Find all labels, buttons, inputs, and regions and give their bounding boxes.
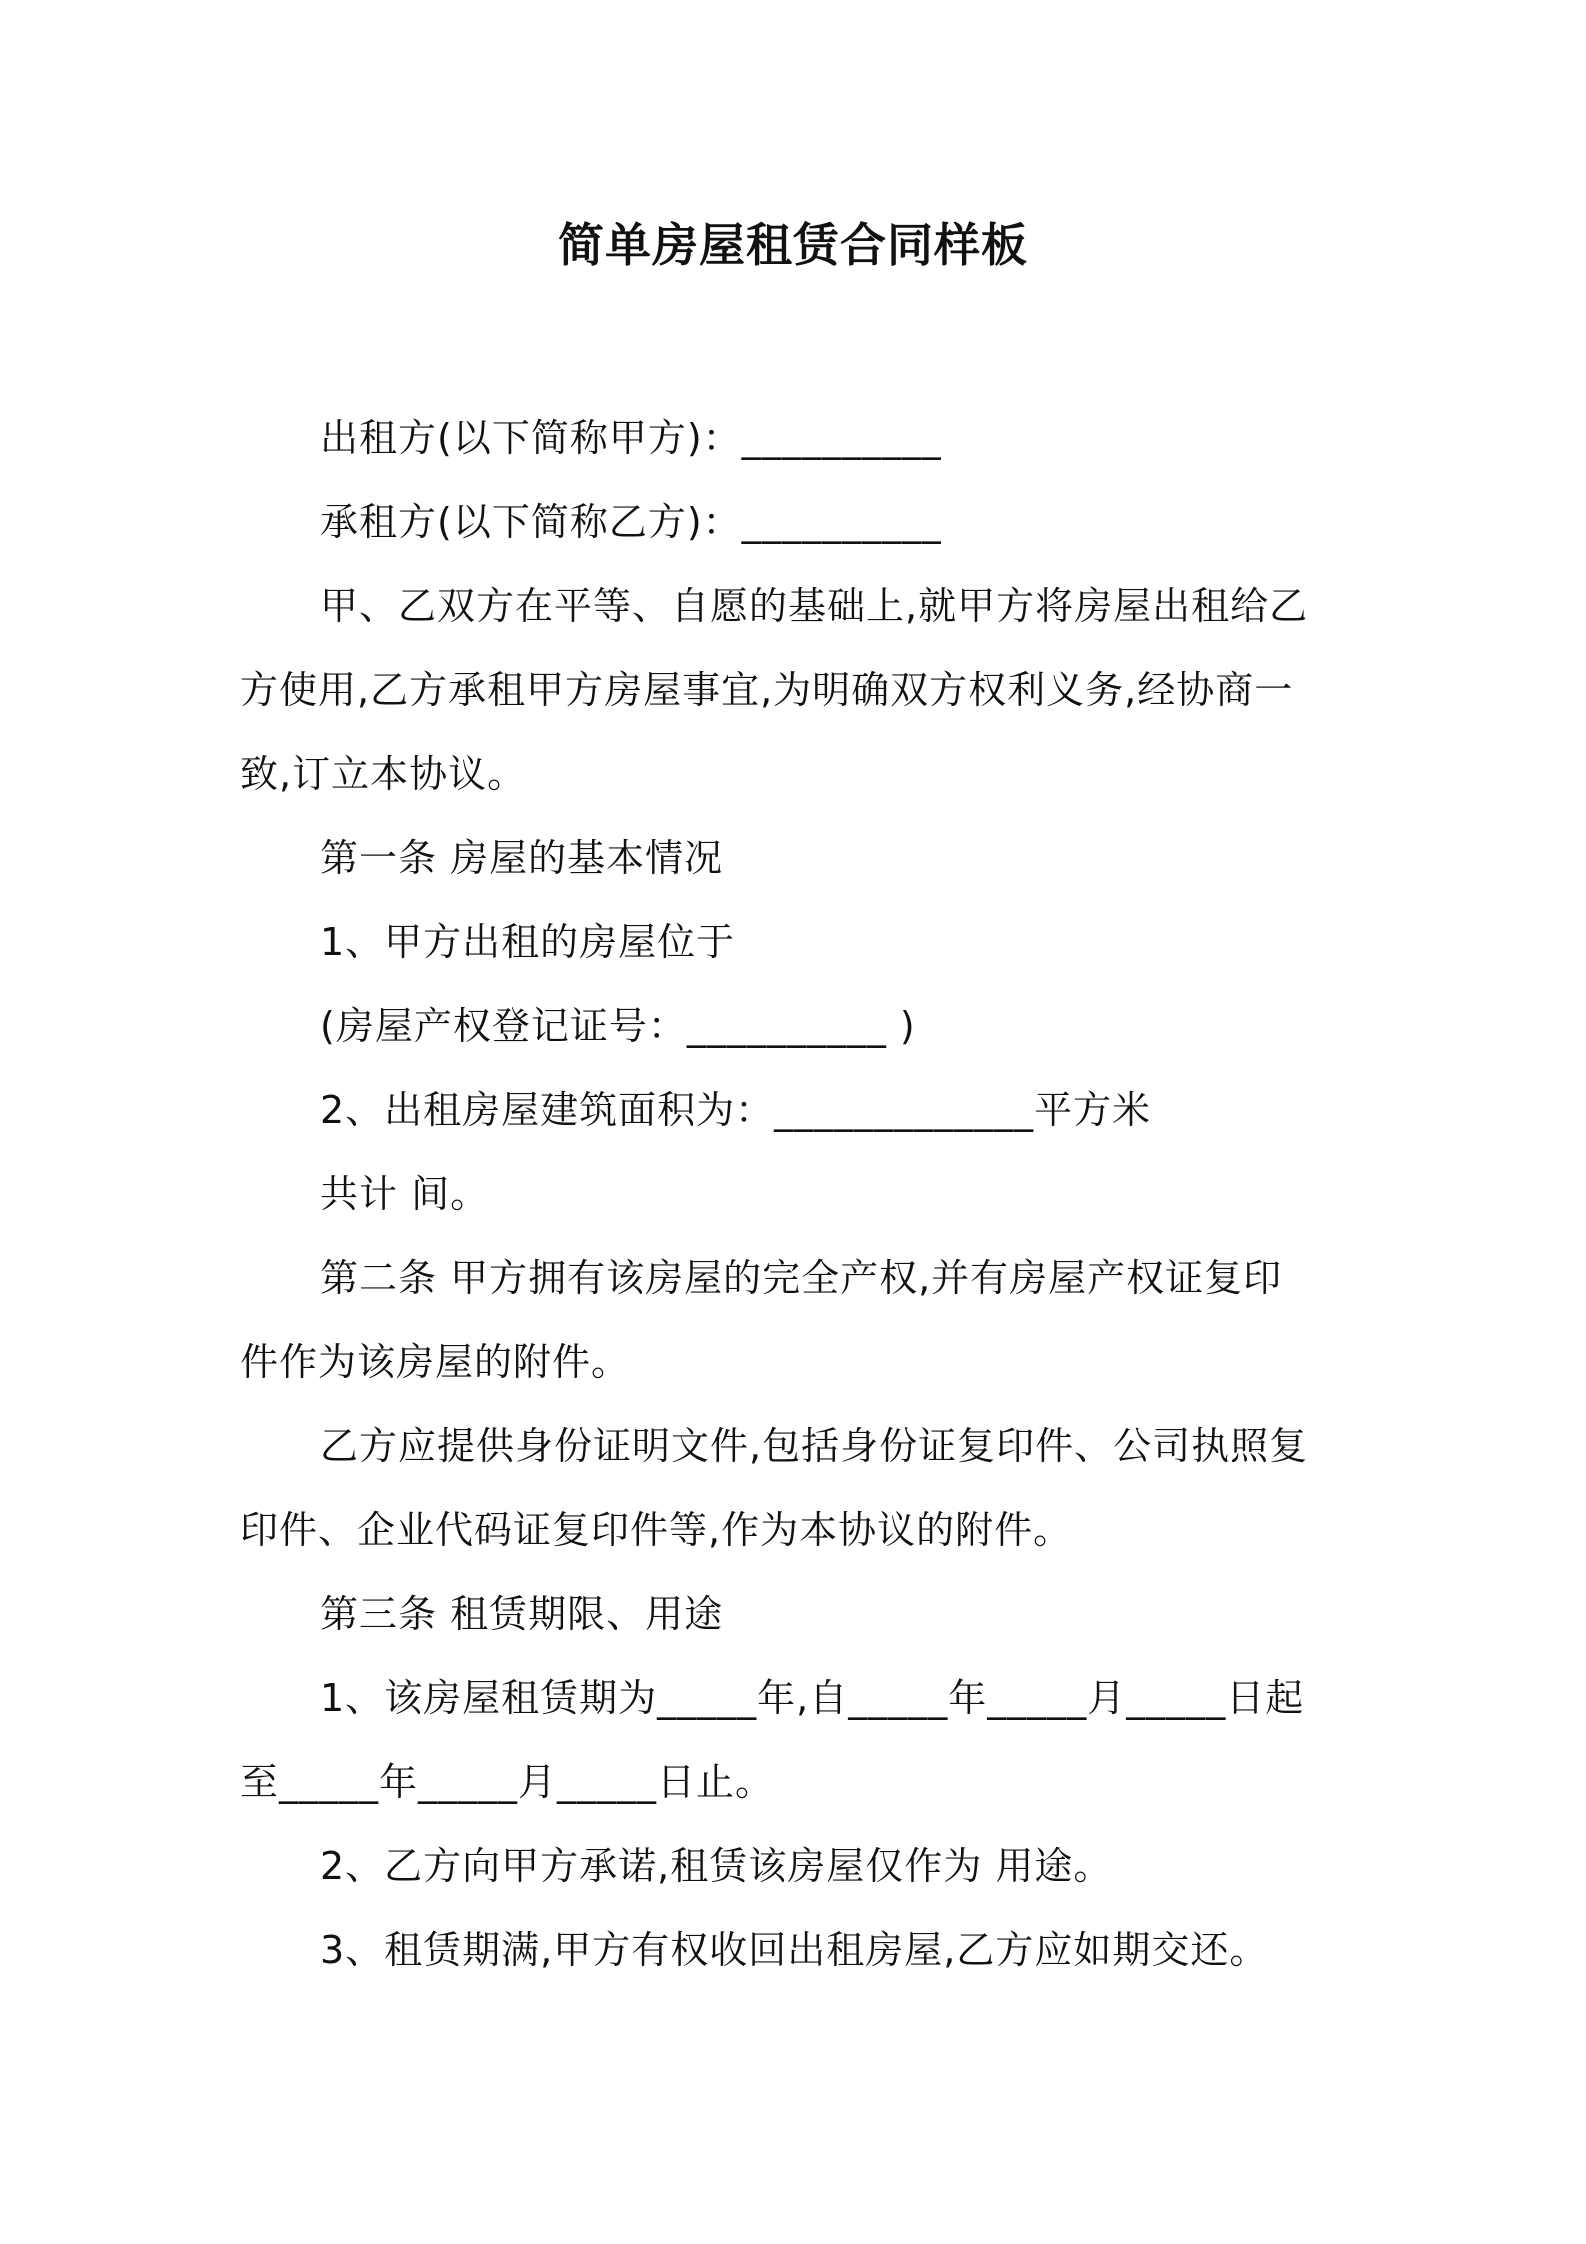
lessor-line: 出租方(以下简称甲方)：__________	[320, 416, 942, 460]
article-2-line-4: 印件、企业代码证复印件等,作为本协议的附件。	[240, 1508, 1073, 1552]
property-certificate-line: (房屋产权登记证号：__________ )	[320, 1004, 916, 1048]
article-2-line-3: 乙方应提供身份证明文件,包括身份证复印件、公司执照复	[320, 1424, 1309, 1468]
lessee-line: 承租方(以下简称乙方)：__________	[320, 500, 942, 544]
contract-title: 简单房屋租赁合同样板	[558, 218, 1028, 272]
article-1-item-1: 1、甲方出租的房屋位于	[320, 920, 736, 964]
preamble-line-1: 甲、乙双方在平等、自愿的基础上,就甲方将房屋出租给乙	[320, 584, 1309, 628]
article-3-item-1-line-2: 至_____年_____月_____日止。	[240, 1760, 775, 1804]
preamble-line-2: 方使用,乙方承租甲方房屋事宜,为明确双方权利义务,经协商一	[240, 668, 1294, 712]
article-2-line-1: 第二条 甲方拥有该房屋的完全产权,并有房屋产权证复印	[320, 1256, 1283, 1300]
article-3-item-1-line-1: 1、该房屋租赁期为_____年,自_____年_____月_____日起	[320, 1676, 1305, 1720]
article-1-item-2: 2、出租房屋建筑面积为：_____________平方米	[320, 1088, 1152, 1132]
article-1-heading: 第一条 房屋的基本情况	[320, 836, 724, 880]
article-3-item-3: 3、租赁期满,甲方有权收回出租房屋,乙方应如期交还。	[320, 1928, 1269, 1972]
article-2-line-2: 件作为该房屋的附件。	[240, 1340, 631, 1384]
article-3-item-2: 2、乙方向甲方承诺,租赁该房屋仅作为 用途。	[320, 1844, 1113, 1888]
article-3-heading: 第三条 租赁期限、用途	[320, 1592, 724, 1636]
room-count-line: 共计 间。	[320, 1172, 490, 1216]
preamble-line-3: 致,订立本协议。	[240, 752, 527, 796]
